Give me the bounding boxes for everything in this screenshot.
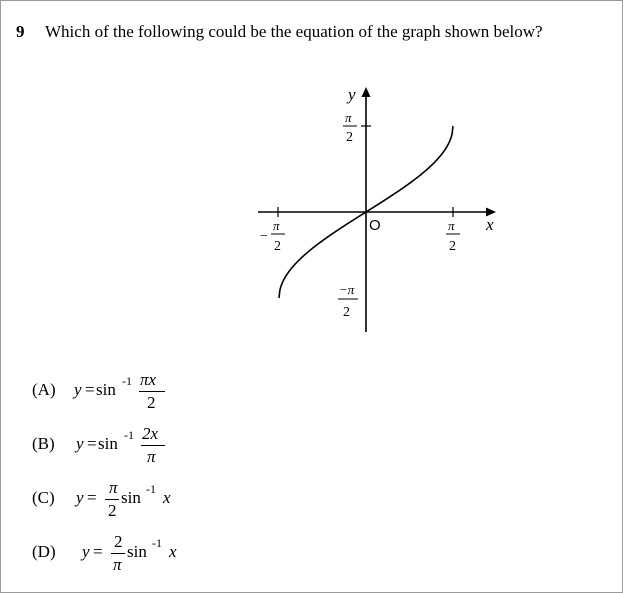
option-a-label: (A) [32, 380, 56, 399]
option-b-label: (B) [32, 434, 55, 453]
option-d-tail: x [169, 542, 177, 561]
label-x-neg-den: 2 [274, 239, 281, 254]
label-x-neg-sign: − [260, 229, 268, 244]
option-d-exp: -1 [152, 536, 162, 550]
option-b-eq: = [87, 434, 97, 453]
y-axis-arrow [362, 87, 371, 97]
option-d[interactable] [32, 532, 232, 578]
option-d-eq: = [93, 542, 103, 561]
option-a-den: 2 [147, 393, 156, 412]
option-c-fn: sin [121, 488, 141, 507]
option-d-fn: sin [127, 542, 147, 561]
option-a-frac-bar [139, 391, 165, 392]
option-a-lhs: y [74, 380, 82, 399]
y-axis-label: y [348, 85, 356, 104]
label-x-pos-num: π [448, 218, 455, 233]
option-d-lhs: y [82, 542, 90, 561]
option-a-num: πx [140, 370, 157, 389]
label-y-pos-den: 2 [346, 130, 353, 145]
option-b-lhs: y [76, 434, 84, 453]
option-a-exp: -1 [122, 374, 132, 388]
label-x-neg-num: π [273, 218, 280, 233]
option-c-frac-bar [105, 499, 119, 500]
option-a[interactable] [32, 370, 232, 416]
option-c-tail: x [163, 488, 171, 507]
option-b-num: 2x [142, 424, 159, 443]
option-b-den: π [147, 447, 156, 466]
option-b-exp: -1 [124, 428, 134, 442]
option-b-frac-bar [141, 445, 165, 446]
option-c[interactable] [32, 478, 232, 524]
option-d-den: π [113, 555, 122, 574]
option-c-lhs: y [76, 488, 84, 507]
question-number: 9 [16, 22, 25, 41]
option-c-label: (C) [32, 488, 55, 507]
option-c-den: 2 [108, 501, 117, 520]
label-y-pos-num: π [345, 110, 352, 125]
label-x-pos-den: 2 [449, 239, 456, 254]
x-axis-label: x [486, 215, 494, 234]
option-d-num: 2 [114, 532, 123, 551]
option-a-eq: = [85, 380, 95, 399]
option-c-exp: -1 [146, 482, 156, 496]
label-y-neg-den: 2 [343, 305, 350, 320]
option-d-frac-bar [111, 553, 125, 554]
label-y-neg-num: −π [339, 282, 355, 297]
option-c-num: π [109, 478, 118, 497]
question-text: Which of the following could be the equation of the graph shown below? [45, 22, 543, 41]
option-c-eq: = [87, 488, 97, 507]
option-b[interactable] [32, 424, 232, 470]
option-a-fn: sin [96, 380, 116, 399]
option-d-label: (D) [32, 542, 56, 561]
option-b-fn: sin [98, 434, 118, 453]
origin-label: O [369, 217, 381, 234]
